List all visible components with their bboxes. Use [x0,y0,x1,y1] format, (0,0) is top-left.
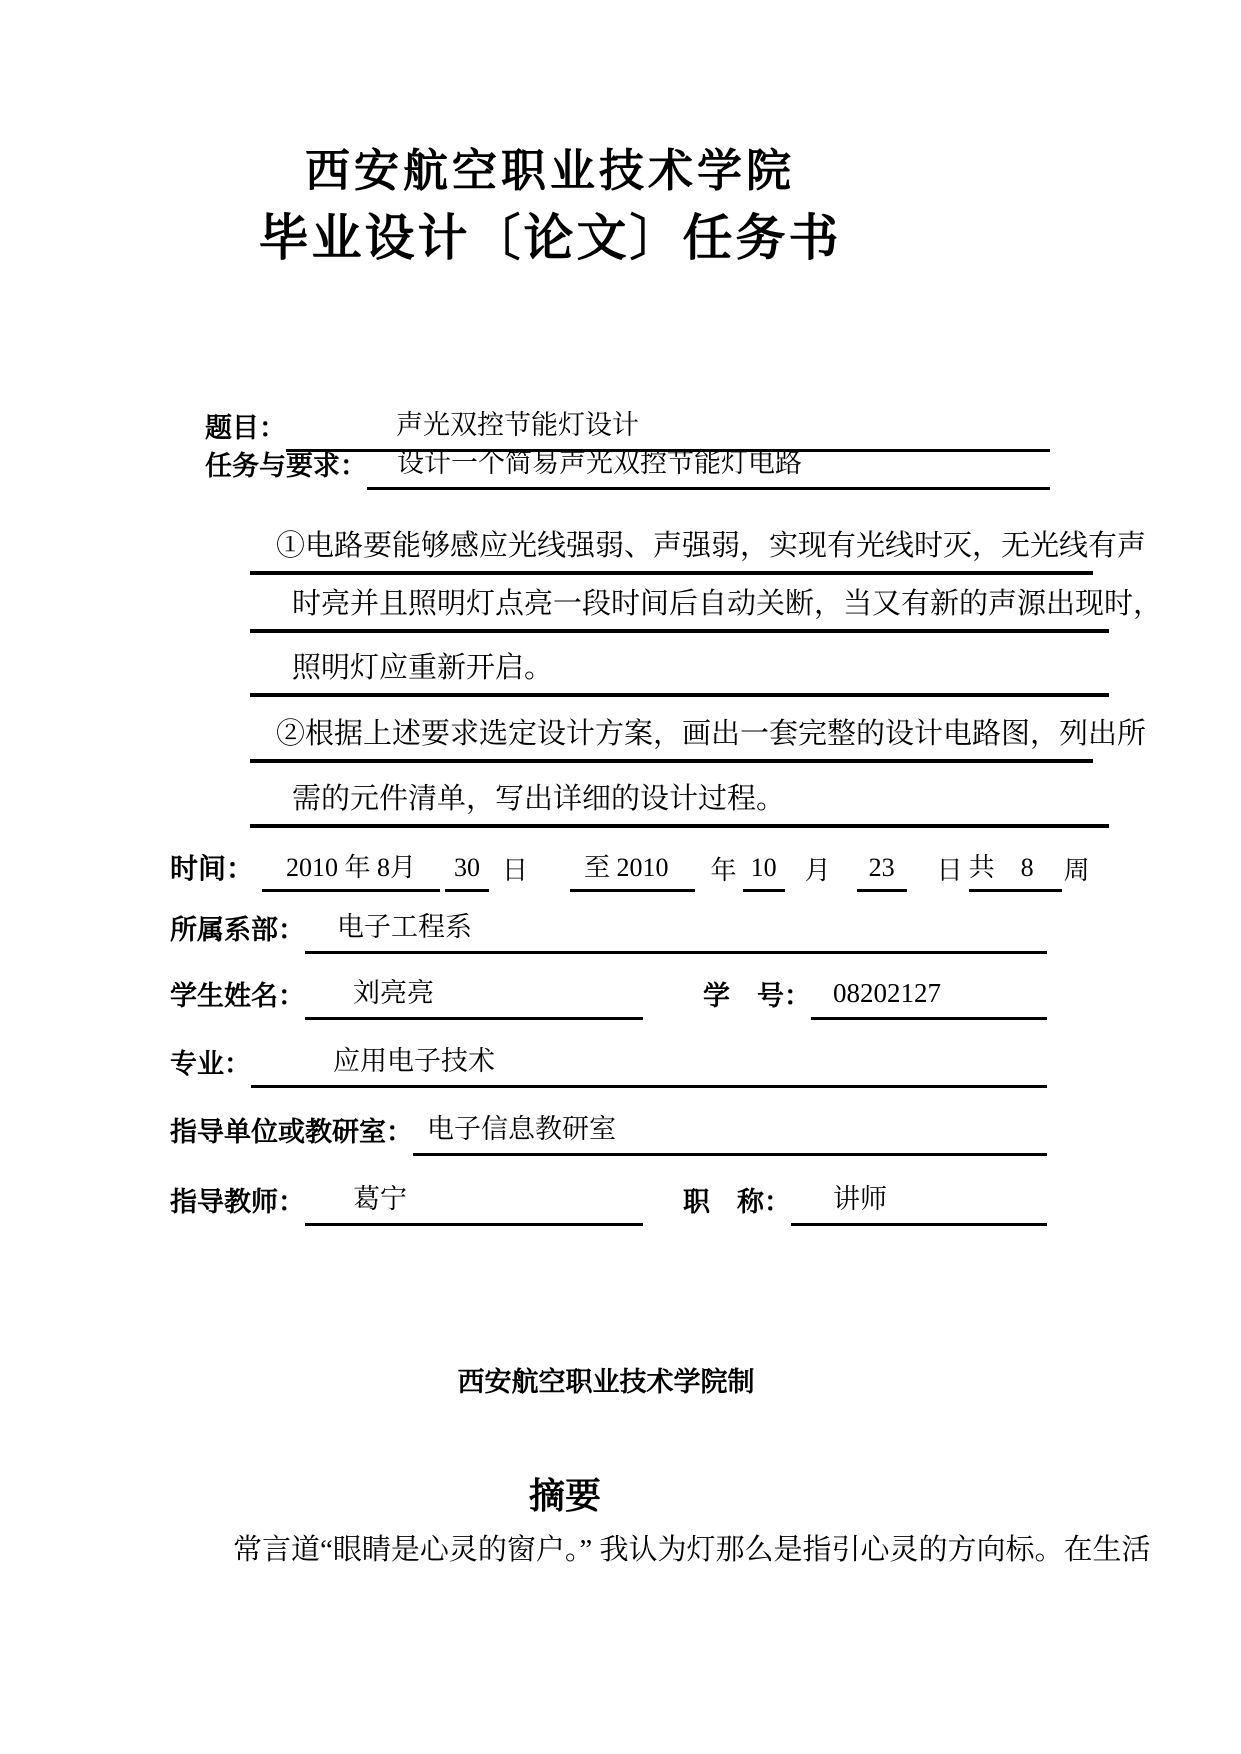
major-row [170,1046,1047,1088]
time-row [170,853,1090,892]
advisor-unit-value: 电子信息教研室 [413,1113,1047,1156]
topic-value: 声光双控节能灯设计 [286,409,1050,452]
time-unit-day-1: 日 [502,856,529,886]
time-unit-year-2: 年 [710,856,737,886]
title-rank-label: 职 称： [683,1187,791,1218]
time-start-year-month: 2010 年 8月 [262,851,440,892]
doc-title: 毕业设计〔论文〕任务书 [258,210,842,266]
title-rank-value: 讲师 [791,1183,1047,1226]
requirement-line-3: 照明灯应重新开启。 [250,642,1109,697]
task-row [205,442,1050,490]
requirement-line-5: 需的元件清单，写出详细的设计过程。 [250,773,1109,828]
task-label: 任务与要求： [205,451,367,482]
advisor-row [170,1184,1047,1226]
topic-label: 题目： [205,413,286,444]
student-name-value: 刘亮亮 [305,977,643,1020]
abstract-first-line: 常言道“眼睛是心灵的窗户。” 我认为灯那么是指引心灵的方向标。在生活 [233,1534,1151,1566]
requirement-line-2: 时亮并且照明灯点亮一段时间后自动关断，当又有新的声源出现时， [250,578,1109,633]
student-row [170,978,1047,1020]
time-unit-day-2: 日 [936,856,963,886]
time-end-month: 10 [743,851,785,892]
time-label: 时间： [170,853,255,884]
department-label: 所属系部： [170,915,305,946]
school-name-title: 西安航空职业技术学院 [304,146,795,196]
time-unit-week: 周 [1063,856,1090,886]
advisor-value: 葛宁 [305,1183,643,1226]
advisor-unit-label: 指导单位或教研室： [170,1117,413,1148]
made-by-note: 西安航空职业技术学院制 [457,1367,755,1397]
major-label: 专业： [170,1049,251,1080]
time-end-day: 23 [857,851,907,892]
major-value: 应用电子技术 [251,1045,1047,1088]
advisor-unit-row [170,1114,1047,1156]
requirement-line-1: ①电路要能够感应光线强弱、声强弱，实现有光线时灭，无光线有声 [250,520,1093,575]
time-unit-month-2: 月 [804,856,831,886]
task-value: 设计一个简易声光双控节能灯电路 [367,447,1050,490]
advisor-label: 指导教师： [170,1187,305,1218]
abstract-heading: 摘要 [528,1475,601,1516]
department-row [170,912,1047,954]
student-name-label: 学生姓名： [170,981,305,1012]
student-id-value: 08202127 [811,977,1047,1020]
department-value: 电子工程系 [305,911,1047,954]
student-id-label: 学 号： [703,981,811,1012]
requirement-line-4: ②根据上述要求选定设计方案，画出一套完整的设计电路图，列出所 [250,708,1093,763]
time-total-weeks: 共 8 [969,851,1062,892]
time-to-end-year: 至 2010 [570,851,695,892]
time-start-day: 30 [445,851,489,892]
